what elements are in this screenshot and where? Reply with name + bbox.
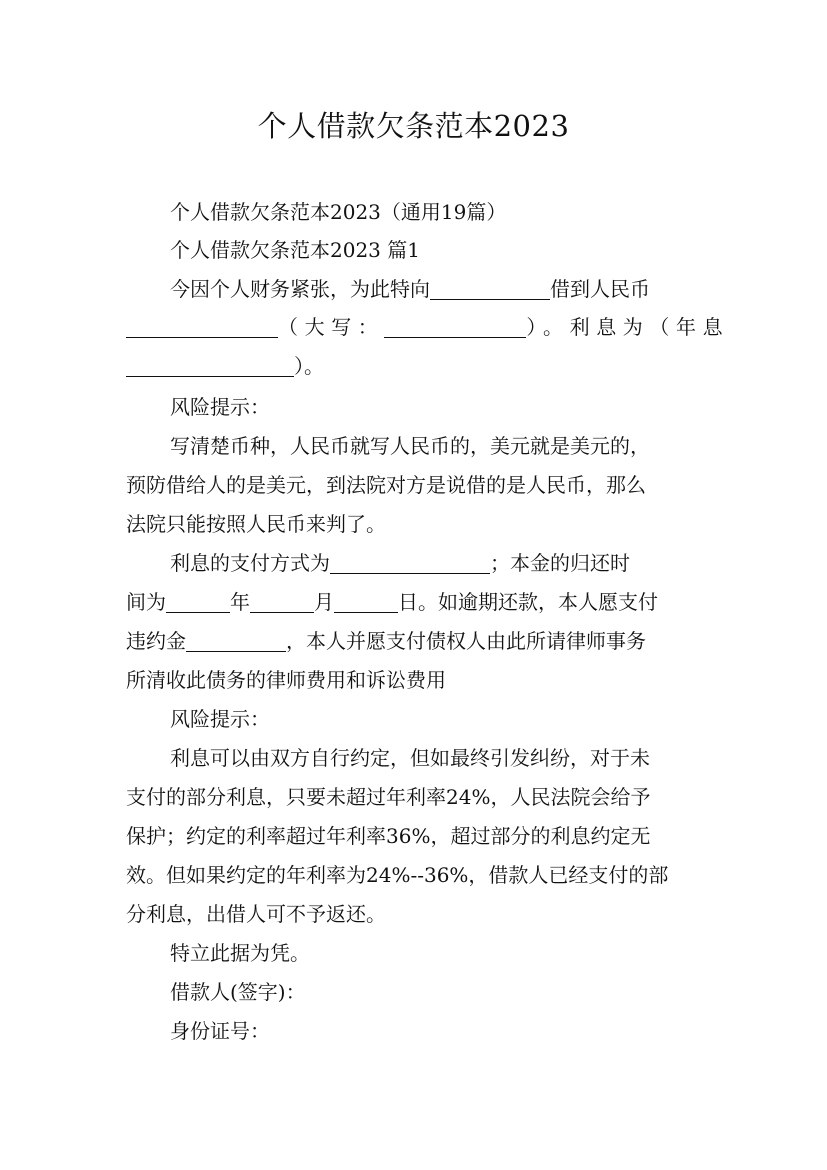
document-title: 个人借款欠条范本2023 [257,109,570,143]
p1-text-e: ）。 [294,354,324,378]
p1-text-c: （大写： [278,315,385,339]
paragraph-2-line-3 [126,627,646,655]
risk-label-2: 风险提示： [170,707,270,731]
p1-text-b: 借到人民币 [550,277,650,301]
paragraph-2-line-1 [170,549,630,577]
annual-interest-blank [126,375,294,377]
p1-text-a: 今因个人财务紧张，为此特向 [170,277,430,301]
year-blank [166,611,230,613]
risk1-line-2: 预防借给人的是美元，到法院对方是说借的是人民币，那么 [126,473,646,497]
closing-statement: 特立此据为凭。 [170,941,310,965]
paragraph-2-line-2 [126,588,658,616]
p2-text-c: 间为 [126,590,166,614]
p2-text-a: 利息的支付方式为 [170,551,330,575]
p2-text-g: 违约金 [126,629,186,653]
risk2-line-1: 利息可以由双方自行约定，但如最终引发纠纷，对于未 [170,746,650,770]
penalty-blank [186,650,286,652]
lender-name-blank [430,298,550,300]
risk2-line-2: 支付的部分利息，只要未超过年利率24%，人民法院会给予 [126,785,651,809]
risk1-line-1: 写清楚币种，人民币就写人民币的，美元就是美元的， [170,434,650,458]
paragraph-1-line-2 [126,313,729,341]
paragraph-1-line-3 [126,352,324,380]
document-subtitle: 个人借款欠条范本2023（通用19篇） [170,200,507,224]
paragraph-2-line-4: 所清收此债务的律师费用和诉讼费用 [126,668,446,692]
section-heading: 个人借款欠条范本2023 篇1 [170,238,420,262]
p2-text-e: 月 [314,590,334,614]
p2-text-d: 年 [230,590,250,614]
p2-text-h: ，本人并愿支付债权人由此所请律师事务 [286,629,646,653]
paragraph-1-line-1 [170,275,650,303]
p1-text-d: ）。利息为（年息 [526,315,730,339]
day-blank [334,611,398,613]
risk2-line-3: 保护；约定的利率超过年利率36%，超过部分的利息约定无 [126,824,651,848]
month-blank [250,611,314,613]
amount-blank [126,336,278,338]
id-number-label: 身份证号： [170,1019,270,1043]
risk2-line-5: 分利息，出借人可不予返还。 [126,902,386,926]
payment-method-blank [330,572,490,574]
risk2-line-4: 效。但如果约定的年利率为24%--36%，借款人已经支付的部 [126,863,669,887]
risk-label-1: 风险提示： [170,395,270,419]
p2-text-b: ；本金的归还时 [490,551,630,575]
risk1-line-3: 法院只能按照人民币来判了。 [126,512,386,536]
p2-text-f: 日。如逾期还款，本人愿支付 [398,590,658,614]
amount-uppercase-blank [384,336,526,338]
borrower-signature-label: 借款人(签字)： [170,980,306,1004]
